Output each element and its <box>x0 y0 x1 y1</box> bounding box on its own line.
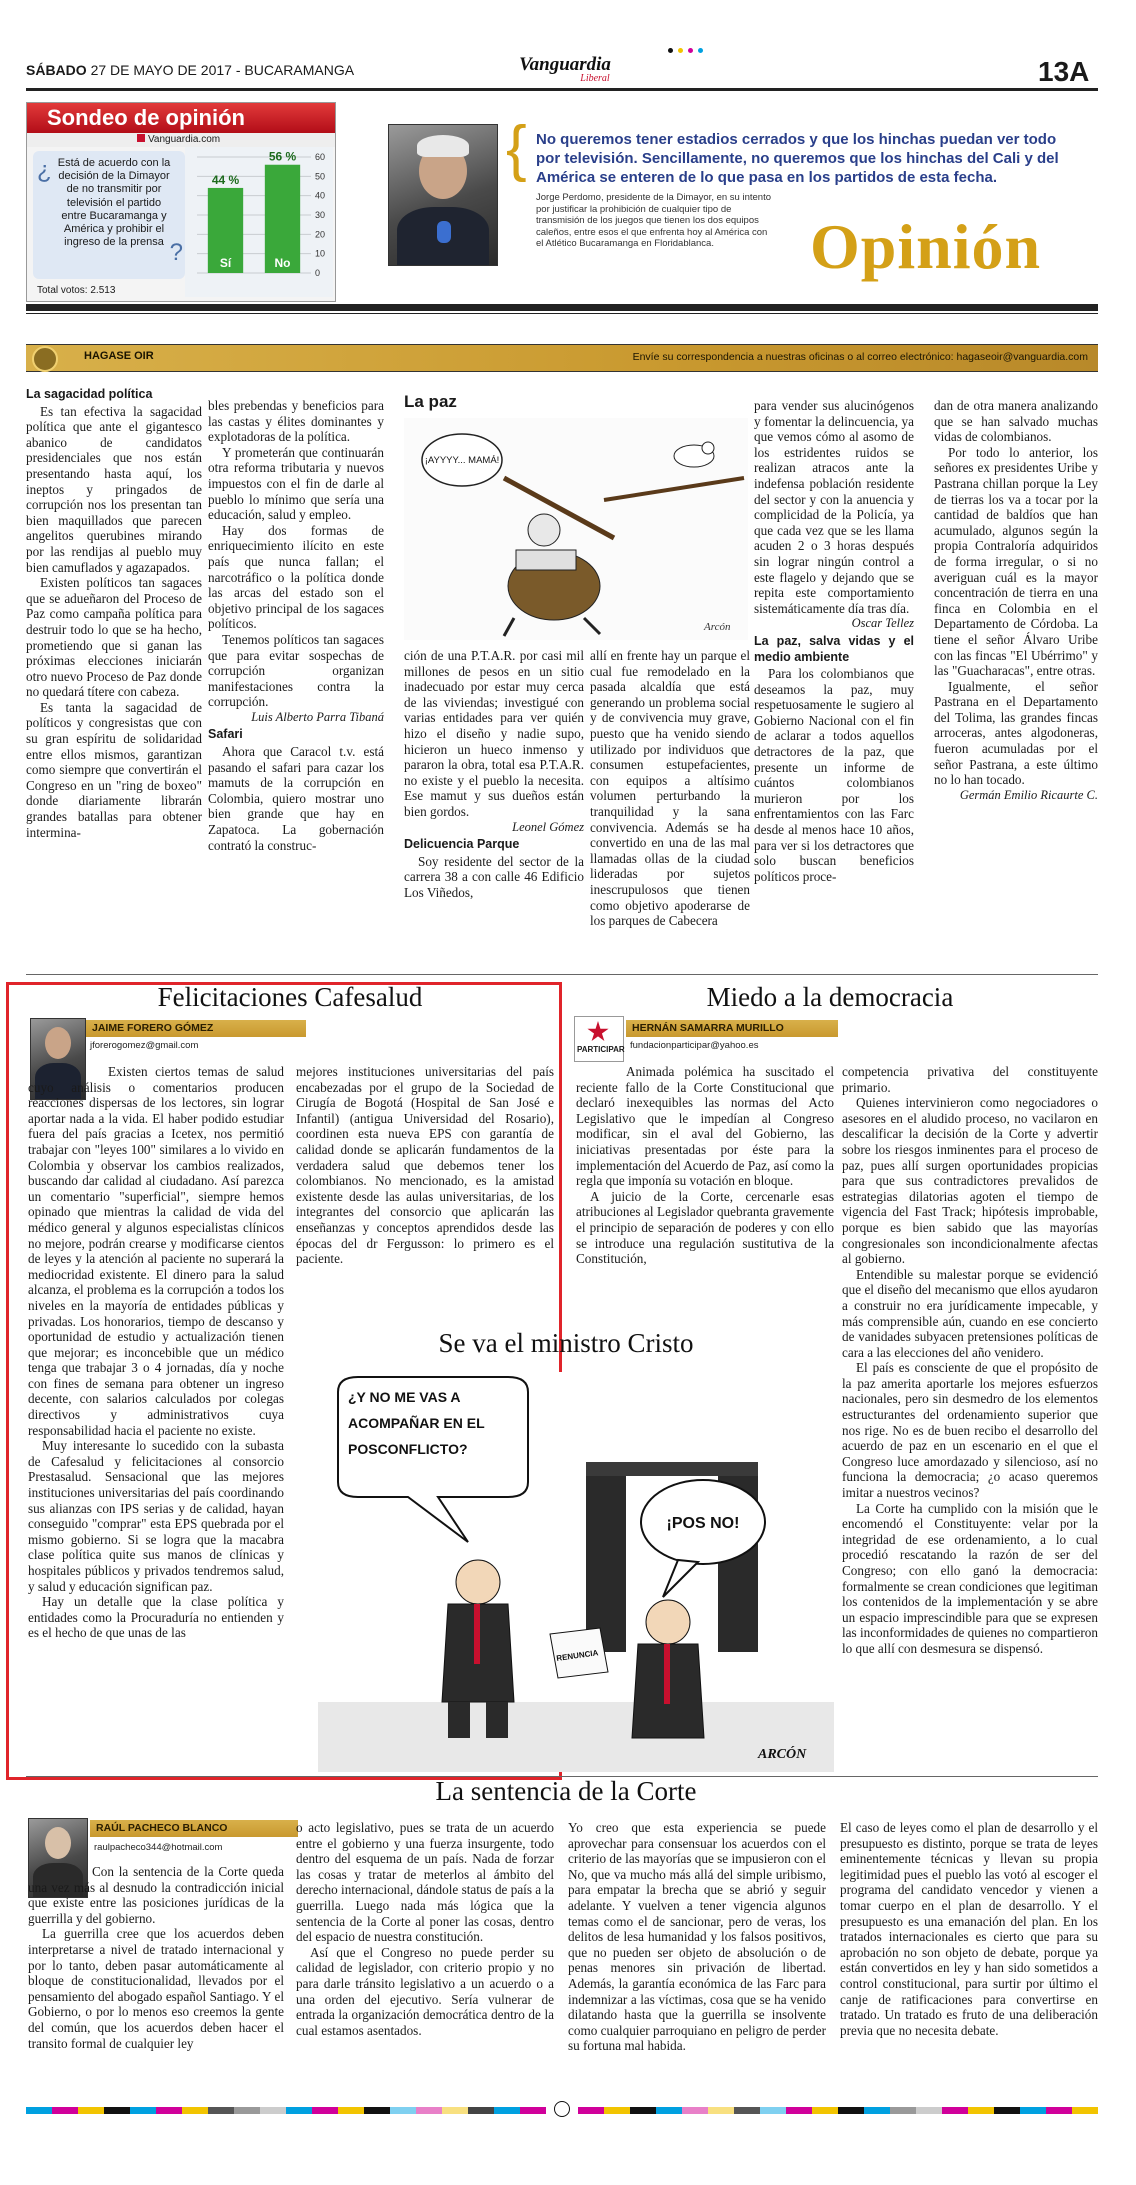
chart-category-label: No <box>274 256 291 270</box>
letter-paragraph: para vender sus alucinógenos y fomentar la delincuencia, ya que vemos cómo al asomo de los estridentes ruidos se realizan atracos ante la indefensa población residente del sector y con la anuencia y complicidad de la Policía, ya que cada vez que se les llama acuden 2 o 3 horas después sin lograr ningún control a este flagelo y dejando que se repita este comportamiento sistemáticamente día tras día. <box>754 398 914 616</box>
cartoon-man-left-head <box>456 1560 500 1604</box>
page-number: 13A <box>1038 56 1090 87</box>
letters-col-5 <box>754 398 914 965</box>
date-rest: 27 DE MAYO DE 2017 - BUCARAMANGA <box>90 62 355 78</box>
letter-heading-delicuencia: Delicuencia Parque <box>404 837 520 852</box>
chart-y-tick-label: 20 <box>315 229 326 240</box>
article-paragraph: mejores instituciones universitarias del país encabezadas por el grupo de la Sociedad de Cirugía de Bogotá (Hospital de San José e Infantil) (antigua Universidad del Rosario), coordinen esta nueva EPS con garantía de calidad donde se aplicarán fundamentos de la verdadera salud que debemos tener los colombianos. No mencionado, es la amistad existente desde las aulas universitarias, de los integrantes del consorcio que aplicarán las enseñanzas y conceptos aprendidos desde las épocas del dr Fergusson: lo primero es el paciente. <box>296 1064 554 1267</box>
sentencia-col-2 <box>296 1820 554 2094</box>
article-paragraph: La Corte ha cumplido con la misión que le encomendó el Constituyente: velar por la integridad de ese ordenamiento, a lo cual procedió rescatando la razón de ser del Congreso; con ello ganó la democracia: formalmente se crean condiciones que legitiman los contenidos de la implementación y se abre un espacio imprescindible para que se expresen las inconformidades de quienes no compartieron lo que allí con desmesura se dispensó. <box>842 1500 1098 1656</box>
letter-paragraph: Es tanta la sagacidad de políticos y congresistas que con su gran espíritu de solidaridad entre ellos mismos, garantizan como siempre que convertirán el Congreso en un "ring de boxeo" donde diariamente librarán grandes batallas para obtener intermina- <box>26 699 202 840</box>
article-paragraph: Hay un detalle que la clase política y entidades como la Procuraduría no entienden y es el hecho de que unas de las <box>28 1594 284 1641</box>
headline-cafesalud: Felicitaciones Cafesalud <box>157 982 423 1012</box>
letter-heading-sagacidad: La sagacidad política <box>26 387 153 401</box>
cartoon-building-left <box>586 1472 626 1652</box>
quote-bracket-icon: { <box>506 114 527 183</box>
miedo-col-2 <box>842 1064 1098 1764</box>
article-paragraph: Muy interesante lo sucedido con la subasta de Cafesalud y felicitaciones al consorcio Prestasalud. Sensacional que las mejores instituciones universitarias del país coordinando sus alianzas con IPS serias y de calidad, hayan conseguido "comprar" esta EPS quebrada por el mismo gobierno. Si se logra que la macabra clase política quite sus manos de clínicas y hospitales públicos y privados tendremos salud, y salud y educación significan paz. <box>28 1438 284 1594</box>
letters-col-4 <box>590 648 750 968</box>
headline-ministro-cristo: Se va el ministro Cristo <box>438 1328 694 1358</box>
participar-logo <box>574 1016 624 1062</box>
chart-y-tick-label: 0 <box>315 268 321 278</box>
article-paragraph: Animada polémica ha suscitado el reciente fallo de la Corte Constitucional que declaró inexequibles las normas del Acto Legislativo que le impedían al Congreso modificar, sin el aval del Gobierno, las iniciativas presentadas por éste para la implementación del Acuerdo de Paz, así como la regla que imponía su votación en bloque. <box>576 1064 834 1189</box>
cartoon-bubble-right-text: ¡POS NO! <box>666 1515 740 1532</box>
author-bar-forero: JAIME FORERO GÓMEZ <box>86 1020 306 1037</box>
poll-box <box>26 102 336 302</box>
cartoon-title-la-paz: La paz <box>404 392 457 411</box>
letters-col-2 <box>208 398 384 965</box>
author-email-pacheco: raulpacheco344@hotmail.com <box>94 1842 223 1853</box>
page-date <box>26 62 354 78</box>
letter-heading-safari: Safari <box>208 727 243 742</box>
poll-open-quote-icon: ¿ <box>37 157 52 184</box>
article-paragraph: El país es consciente de que el propósito de la paz amerita aportarle los mejores esfuerzos nacionales, pero sin desmedro de los elementos estructurantes del ordenamiento superior que nos rige. No es de buen recibo el desarrollo del acuerdo de paz en un escenario en el que el Congreso luce amordazado y silencioso, así no funciona la democracia; ¿o acaso queremos imitar a nuestros vecinos? <box>842 1360 1098 1501</box>
hagase-oir-instruction: Envíe su correspondencia a nuestras oficinas o al correo electrónico: hagaseoir@vanguardia.com <box>632 351 1088 363</box>
cartoon-ministro-cristo <box>318 1372 834 1772</box>
poll-title: Sondeo de opinión <box>27 103 335 133</box>
cartoon-bubble-text: ¡AYYYY... MAMÁ! <box>424 455 500 466</box>
vanguardia-icon <box>137 134 145 142</box>
letters-col-1 <box>26 385 202 965</box>
registration-mark-icon <box>554 2101 570 2117</box>
article-paragraph: Existen ciertos temas de salud cuyo análisis o comentarios producen reacciones dispersas de los lectores, sin lograr aportar nada a la vida. El haber podido estudiar fuera del país gracias a Icetex, nos permitió trabajar con "leyes 100" similares a lo vivido en Colombia y observar los cambios realizados, buscando dar calidad al ciudadano. Así parezca un comentario "superficial", siempre hemos opinado que mientras la calidad de vida del médico general y algunos especialistas clínicos no mejore, podrán crearse y modificarse cientos de leyes y la atención al paciente no superará la mediocridad existente. El dinero para la salud alcanza, el problema es la corrupción a todos los niveles en la mayoría de entidades públicas y privadas. Los honorarios, tiempo de descanso y oportunidad de estudio y actualización tienen que mejorar; es inconcebible que un médico tenga que trabajar 3 o 4 jornadas, día y noche con fines de semana para obtener un ingreso decente, con salarios calculados por colegas directivos y administrativos cuya responsabilidad hacia el paciente no existe. <box>28 1064 284 1438</box>
sentencia-col-1 <box>28 1864 284 2094</box>
article-paragraph: competencia privativa del constituyente primario. <box>842 1064 1098 1095</box>
section-rule-2 <box>26 313 1098 314</box>
chart-y-tick-label: 40 <box>315 190 326 201</box>
quote-text: No queremos tener estadios cerrados y que los hinchas puedan ver todo por televisión. Sencillamente, no queremos que los hinchas del Cali y del América se enteren de lo que pasa en los partidos de esta fecha. <box>536 131 1059 186</box>
letter-signature: Oscar Tellez <box>851 616 914 631</box>
headline-sentencia-corte: La sentencia de la Corte <box>435 1776 697 1806</box>
photo-microphone-icon <box>437 221 451 243</box>
letter-paragraph: Igualmente, el señor Pastrana en el Departamento del Tolima, las grandes fincas arroceras, antes algodoneras, fueron acumuladas por el señor Pastrana, a este último no lo han tocado. <box>934 678 1098 788</box>
letter-paragraph: ción de una P.T.A.R. por casi mil millones de pesos en un sitio inadecuado por estar muy cerca de las viviendas; investigué con varias entidades para ver quién hizo el diseño y nadie supo, hicieron un hueco inmenso y pararon la obra, total esa P.T.A.R. no existe y el pueblo la necesita. Ese mamut y sus dueños están bien gordos. <box>404 648 584 819</box>
letter-signature: Luis Alberto Parra Tibaná <box>251 709 384 724</box>
letter-paragraph: Ahora que Caracol t.v. está pasando el safari para cazar los mamuts de la corrupción en Colombia, quiero mostrar uno bien grande que hay en Zapatoca. La gobernación contrató la construc- <box>208 744 384 853</box>
article-paragraph: La guerrilla cree que los acuerdos deben interpretarse a nivel de tratado internacional y por lo tanto, deben pasar automáticamente al bloque de constitucionalidad, llevados por el pensamiento del abogado español Santiago. Y el Gobierno, o por lo menos eso creemos la gente del común, que los acuerdos deben hacer el transito formal de cualquier ley <box>28 1926 284 2051</box>
chart-y-tick-label: 10 <box>315 248 326 259</box>
letter-signature: Germán Emilio Ricaurte C. <box>959 787 1098 802</box>
article-paragraph: Con la sentencia de la Corte queda una vez más al desnudo la contradicción inicial que existe entre las posiciones jurídicas de la guerrilla y del gobierno. <box>28 1864 284 1926</box>
poll-close-quote-icon: ? <box>169 239 183 266</box>
header-rule <box>26 88 1098 91</box>
article-paragraph: Yo creo que esta experiencia se puede aprovechar para consensuar los acuerdos con el criterio de las mayorías que se impusieron con el No, que va mucho más allá del simple uribismo, para empatar la brecha que se abrió y seguir adelante. Y vuelven a tener vigencia algunos temas como el de sancionar, pero de veras, los delitos de lesa humanidad y los falsos positivos, que no pueden ser objeto de absolución o de penas menores sin privación de libertad. Además, la garantía económica de las Farc para indemnizar a las víctimas, cosa que se ha venido dilatando hasta que la guerrilla se insolvente como cualquier parroquiano en peligro de perder su fortuna mal habida. <box>568 1820 826 2054</box>
cartoon-bubble-left-text: ¿Y NO ME VAS A ACOMPAÑAR EN EL POSCONFLICTO? <box>348 1389 485 1457</box>
chart-y-tick-label: 60 <box>315 152 326 162</box>
headline-miedo-democracia: Miedo a la democracia <box>706 982 954 1012</box>
letter-signature: Leonel Gómez <box>512 819 584 834</box>
megaphone-icon <box>32 346 58 372</box>
chart-background <box>185 147 333 297</box>
article-paragraph: Quienes intervinieron como negociadores o asesores en el aludido proceso, no vacilaron en descalificar la decisión de la Corte y advertir sobre los riesgos inminentes para el proceso de paz, pues allí surgen oportunidades propicias para que sus contradictores prevalidos de estrategias dilatorias agoten el tiempo de vigencia del Fast Track; hipótesis improbable, porque es bien sabido que las mayorías congresionales son incondicionalmente afectas al gobierno. <box>842 1095 1098 1267</box>
logo-main: Vanguardia <box>519 54 611 75</box>
letter-paragraph: Y prometerán que continuarán otra reforma tributaria y nuevos impuestos con el fin de darle al pueblo lo mínimo que sería una educación, salud y empleo. <box>208 444 384 523</box>
quote-author-photo <box>388 124 498 266</box>
letter-paragraph: Es tan efectiva la sagacidad política que ante el gigantesco abanico de candidatos presidenciales que nos están presentando hasta aquí, los ineptos y pringados de corrupción nos los presentan tan bien maquillados que parecen angelitos querubines mirando por las rendijas al pueblo muy bien camuflados y agazapados. <box>26 403 202 575</box>
sentencia-col-4 <box>840 1820 1098 2094</box>
hagase-oir-label: HAGASE OIR <box>84 350 154 362</box>
print-color-bar-right <box>578 2104 1098 2114</box>
author-email-forero: jforerogomez@gmail.com <box>90 1040 199 1051</box>
chart-data-label: 56 % <box>268 149 297 164</box>
letter-paragraph: allí en frente hay un parque el cual fue remodelado en la pasada alcaldía que está generando un problema social y de convivencia muy grave, puesto que ha venido siendo utilizado por individuos que consumen estupefacientes, con equipos a altísimo volumen perturbando la tranquilidad y la sana convivencia. Además se ha convertido en una de las mal llamadas ollas de la ciudad lideradas por sujetos inescrupulosos que tienen como objetivo apoderarse de los parques de Cabecera <box>590 648 750 929</box>
section-rule-1 <box>26 304 1098 311</box>
cartoon-signature: Arcón <box>704 621 731 633</box>
letters-col-6 <box>934 398 1098 918</box>
poll-bar-chart <box>185 147 333 297</box>
letter-paragraph: dan de otra manera analizando que se han salvado muchas vidas de colombianos. <box>934 398 1098 445</box>
newspaper-logo <box>505 56 625 84</box>
poll-question-box <box>33 151 185 279</box>
letter-heading-paz-salva-vidas: La paz, salva vidas y el medio ambiente <box>754 633 914 664</box>
date-day: SÁBADO <box>26 62 87 78</box>
poll-source <box>27 133 335 147</box>
article-paragraph: El caso de leyes como el plan de desarrollo y el presupuesto es distinto, porque se trata de leyes eminentemente técnicas y llevan su propia legitimidad pues el pueblo las votó al escoger el programa del candidato vencedor y vienen a tomar cuerpo en el plan de desarrollo. Y el presupuesto es una emanación del plan. En los tratados internacionales es cierto que para su aprobación no son objeto de debate, porque ya están convertidos en ley y han sido sometidos a control constitucional, para surtir por último el canje de ratificaciones para convertirse en tratado. Un tratado es fruto de una deliberación previa que no necesita debate. <box>840 1820 1098 2038</box>
letter-paragraph: Existen políticos tan sagaces que se adueñaron del Proceso de Paz como campaña política para destruir todo lo que se ha hecho, prometiendo que si ganan las próximas elecciones iniciarán otro nuevo Proceso de Paz donde no quedará títere con cabeza. <box>26 575 202 700</box>
letter-paragraph: bles prebendas y beneficios para las castas y élites dominantes y explotadoras de la política. <box>208 398 384 445</box>
letters-bottom-rule <box>26 974 1098 975</box>
article-paragraph: Entendible su malestar porque se evidenció que el diseño del mecanismo que ellos ayudaron a construir no era jurídicamente impecable, y más comprensible aún, cuando en ese concierto de vanidades subyacen pretensiones políticas de cara a las elecciones del año venidero. <box>842 1266 1098 1360</box>
logo-sub: Liberal <box>580 73 610 84</box>
participar-logo-text: PARTICIPAR <box>577 1045 625 1054</box>
chart-y-tick-label: 50 <box>315 171 326 182</box>
photo-hair <box>417 135 469 157</box>
cafesalud-col-2 <box>296 1064 554 1304</box>
letters-col-3 <box>404 648 584 968</box>
top-print-marks <box>668 40 728 46</box>
letter-paragraph: Para los colombianos que deseamos la paz, muy respetuosamente le sugiero al Gobierno Nacional con el fin de aclarar a todos aquellos detractores de la paz, que presente un informe de cuántos colombianos murieron por los enfrentamientos con las Farc desde al menos hace 10 años, para ver si los detractores que solo buscan beneficios políticos proce- <box>754 666 914 884</box>
letter-paragraph: Tenemos políticos tan sagaces que para evitar sospechas de corrupción organizan manifestaciones contra la corrupción. <box>208 631 384 710</box>
cartoon-paper-text: RENUNCIA <box>555 1648 599 1664</box>
quote-attribution: Jorge Perdomo, presidente de la Dimayor, en su intento por justificar la prohibición de cualquier tipo de transmisión de los juegos que tienen los dos equipos caleños, entre esos el que enfrenta hoy al América con el Atlético Bucaramanga en Floridablanca. <box>536 192 771 249</box>
author-bar-samarra: HERNÁN SAMARRA MURILLO <box>626 1020 838 1037</box>
poll-question: Está de acuerdo con la decisión de la Dimayor de no transmitir por televisión el partido entre Bucaramanga y América y prohibir el ingreso de la prensa <box>57 157 171 249</box>
poll-total-votes: Total votos: 2.513 <box>37 285 116 296</box>
chart-category-label: Sí <box>219 256 232 270</box>
section-title-opinion: Opinión <box>810 211 1042 282</box>
hagase-oir-bar <box>26 344 1098 372</box>
article-paragraph: o acto legislativo, pues se trata de un acuerdo entre el gobierno y una fuerza insurgente, todo dentro del esquema de un país. Nada de forzar las cosas y tratar de meterlos al ámbito del derecho internacional, dándole status de país a la guerrilla. Luego nada más lógica que la sentencia de la Corte al poner las cosas, dentro del espacio de nuestra constitución. <box>296 1820 554 1945</box>
chart-data-label: 44 % <box>211 172 240 187</box>
cartoon-man-right-head <box>646 1600 690 1644</box>
article-paragraph: A juicio de la Corte, cercenarle esas atribuciones al Legislador quebranta gravemente el principio de separación de poderes y con ello se introduce una regulación sustitutiva de la Constitución, <box>576 1188 834 1267</box>
author-bar-pacheco: RAÚL PACHECO BLANCO <box>90 1820 298 1837</box>
chart-y-tick-label: 30 <box>315 210 326 220</box>
cartoon-la-paz <box>404 418 748 640</box>
cartoon-cristo-signature: ARCÓN <box>758 1747 807 1762</box>
letter-paragraph: Por todo lo anterior, los señores ex presidentes Uribe y Pastrana chillan porque la Ley de tierras los va a tocar por la cantidad de baldíos que han acumulado, algunos según la propia Contraloría adquiridos de forma irregular, o si no averiguan cuál es la mayor concentración de tierra en una finca en Colombia en el Departamento de Córdoba. La tiene el señor Álvaro Uribe con las fincas "El Ubérrimo" y las "Guacharacas", entre otras. <box>934 444 1098 679</box>
print-color-bar-left <box>26 2104 546 2114</box>
sentencia-col-3 <box>568 1820 826 2094</box>
participar-star-icon <box>587 1021 609 1043</box>
cafesalud-col-1 <box>28 1064 284 1770</box>
author-email-samarra: fundacionparticipar@yahoo.es <box>630 1040 759 1051</box>
poll-source-text: Vanguardia.com <box>148 134 221 145</box>
letter-paragraph: Soy residente del sector de la carrera 38 a con calle 46 Edificio Los Viñedos, <box>404 853 584 900</box>
miedo-col-1 <box>576 1064 834 1304</box>
letter-paragraph: Hay dos formas de enriquecimiento ilícito en este país que nunca fallan; el narcotráfico o la política donde las arcas del estado son el objetivo principal de los sagaces políticos. <box>208 522 384 632</box>
article-paragraph: Así que el Congreso no puede perder su calidad de legislador, con criterio propio y no para darle tránsito legislativo a un acuerdo o a una orden del ejecutivo. Sería vulnerar de entrada la organización democrática dentro de la cual estamos asentados. <box>296 1944 554 2038</box>
